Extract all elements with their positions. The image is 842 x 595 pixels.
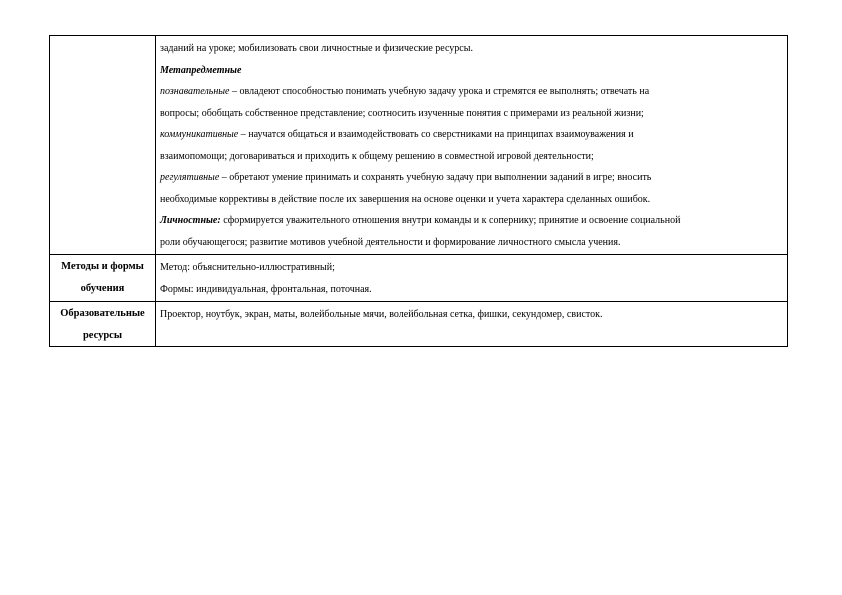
cognitive-term: познавательные xyxy=(160,86,230,97)
row-label-cell-empty xyxy=(50,36,156,255)
resources-label-line-1: Образовательные xyxy=(60,308,145,319)
methods-label-cell xyxy=(50,255,156,302)
cognitive-results xyxy=(160,81,784,103)
method-text: Метод: объяснительно-иллюстративный; xyxy=(160,262,335,273)
communicative-text: – научатся общаться и взаимодействовать со сверстниками на принципах взаимоуважения и xyxy=(238,129,634,140)
communicative-results-cont: взаимопомощи; договариваться и приходить к общему решению в совместной игровой деятельности; xyxy=(160,150,594,162)
communicative-term: коммуникативные xyxy=(160,129,239,140)
resources-label-line-2: ресурсы xyxy=(82,329,123,341)
resources-label-cell xyxy=(50,302,156,347)
lesson-plan-table xyxy=(49,35,788,347)
resources-cell xyxy=(156,302,788,347)
personal-results xyxy=(160,210,784,232)
personal-results-cont: роли обучающегося; развитие мотивов учебной деятельности и формирование личностного смысла учения. xyxy=(160,236,621,248)
methods-label-line-2: обучения xyxy=(80,282,125,294)
table-row-results xyxy=(50,36,788,255)
cognitive-text: – овладеют способностью понимать учебную задачу урока и стремятся ее выполнять; отвечать на xyxy=(229,86,650,97)
results-cell xyxy=(156,36,788,255)
forms-text: Формы: индивидуальная, фронтальная, поточная. xyxy=(160,283,372,295)
regulatory-results-cont: необходимые коррективы в действие после их завершения на основе оценки и учета характера сделанных ошибок. xyxy=(160,193,651,205)
regulatory-term: регулятивные xyxy=(160,172,220,183)
cognitive-results-cont: вопросы; обобщать собственное представление; соотносить изученные понятия с примерами из реальной жизни; xyxy=(160,107,644,119)
regulatory-text: – обретают умение принимать и сохранять учебную задачу при выполнении заданий в игре; вносить xyxy=(219,172,652,183)
regulatory-results xyxy=(160,167,784,189)
communicative-results xyxy=(160,124,784,146)
table-row-resources xyxy=(50,302,788,347)
metasubject-heading: Метапредметные xyxy=(160,64,242,76)
resources-text: Проектор, ноутбук, экран, маты, волейбольные мячи, волейбольная сетка, фишки, секундомер, свисток. xyxy=(160,309,603,320)
methods-cell xyxy=(156,255,788,302)
table-row-methods xyxy=(50,255,788,302)
personal-heading: Личностные: xyxy=(160,215,221,226)
results-line-1: заданий на уроке; мобилизовать свои личностные и физические ресурсы. xyxy=(160,43,473,54)
personal-text: сформируется уважительного отношения внутри команды и к сопернику; принятие и освоение социальной xyxy=(220,215,681,226)
methods-label-line-1: Методы и формы xyxy=(61,261,144,272)
